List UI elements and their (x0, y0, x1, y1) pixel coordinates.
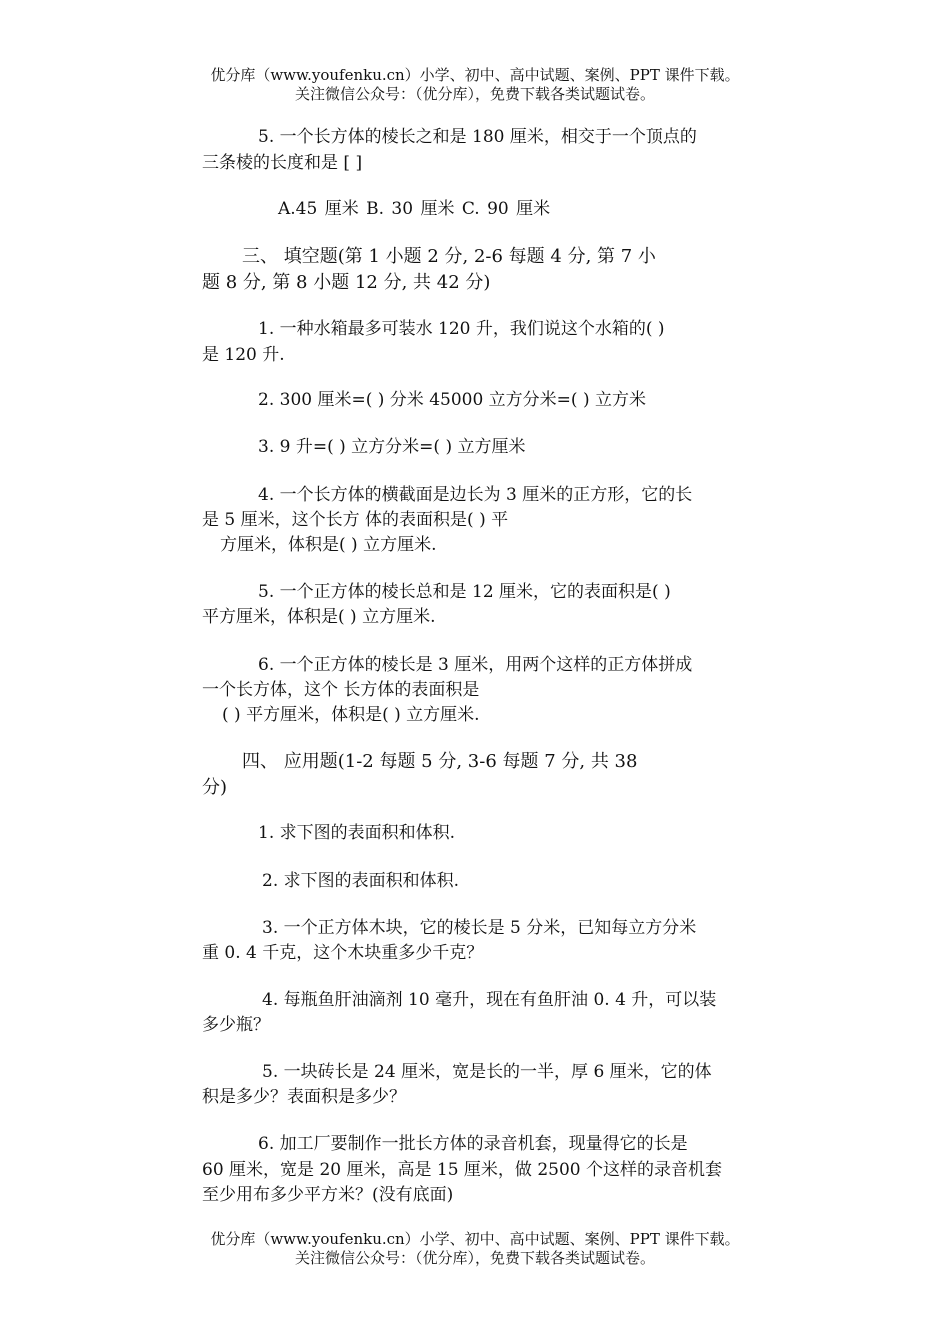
header-line-2: 关注微信公众号：（优分库），免费下载各类试题试卷。 (294, 85, 655, 103)
fill-q3: 3. 9 升=( ) 立方分米=( ) 立方厘米 (258, 437, 526, 457)
section-3-title-line-2: 题 8 分, 第 8 小题 12 分, 共 42 分) (202, 272, 491, 293)
fill-q6-line-2: 一个长方体，这个 长方体的表面积是 (202, 680, 480, 700)
choice-q5-line-2: 三条棱的长度和是 [ ] (202, 153, 363, 173)
app-q6-line-3: 至少用布多少平方米？(没有底面) (202, 1185, 454, 1205)
section-4-title-line-1: 四、 应用题(1-2 每题 5 分, 3-6 每题 7 分, 共 38 (242, 751, 638, 772)
fill-q6-line-3: ( ) 平方厘米，体积是( ) 立方厘米. (222, 705, 480, 725)
app-q4-line-2: 多少瓶？ (202, 1015, 270, 1035)
fill-q4-line-3: 方厘米，体积是( ) 立方厘米. (220, 535, 437, 555)
app-q6-line-1: 6. 加工厂要制作一批长方体的录音机套，现量得它的长是 (258, 1134, 688, 1154)
fill-q4-line-1: 4. 一个长方体的横截面是边长为 3 厘米的正方形，它的长 (258, 485, 693, 505)
page-header (150, 66, 800, 104)
choice-q5-line-1: 5. 一个长方体的棱长之和是 180 厘米，相交于一个顶点的 (258, 127, 697, 147)
fill-q5-line-1: 5. 一个正方体的棱长总和是 12 厘米，它的表面积是( ) (258, 582, 671, 602)
app-q3-line-2: 重 0. 4 千克，这个木块重多少千克？ (202, 943, 484, 963)
app-q1: 1. 求下图的表面积和体积. (258, 823, 456, 843)
app-q6-line-2: 60 厘米，宽是 20 厘米，高是 15 厘米，做 2500 个这样的录音机套 (202, 1160, 722, 1180)
choice-q5-options: A.45 厘米 B. 30 厘米 C. 90 厘米 (278, 199, 551, 219)
page-footer (150, 1230, 800, 1268)
fill-q6-line-1: 6. 一个正方体的棱长是 3 厘米，用两个这样的正方体拼成 (258, 655, 693, 675)
app-q4-line-1: 4. 每瓶鱼肝油滴剂 10 毫升，现在有鱼肝油 0. 4 升，可以装 (262, 990, 717, 1010)
section-4-title-line-2: 分) (202, 777, 228, 798)
app-q2: 2. 求下图的表面积和体积. (262, 871, 460, 891)
app-q5-line-1: 5. 一块砖长是 24 厘米，宽是长的一半，厚 6 厘米，它的体 (262, 1062, 712, 1082)
header-line-1: 优分库（www.youfenku.cn）小学、初中、高中试题、案例、PPT 课件下载。 (210, 66, 740, 84)
footer-line-2: 关注微信公众号：（优分库），免费下载各类试题试卷。 (294, 1249, 655, 1267)
fill-q5-line-2: 平方厘米，体积是( ) 立方厘米. (202, 607, 436, 627)
fill-q1-line-2: 是 120 升. (202, 345, 285, 365)
app-q5-line-2: 积是多少？表面积是多少？ (202, 1087, 406, 1107)
fill-q1-line-1: 1. 一种水箱最多可装水 120 升，我们说这个水箱的( ) (258, 319, 665, 339)
app-q3-line-1: 3. 一个正方体木块，它的棱长是 5 分米，已知每立方分米 (262, 918, 697, 938)
footer-line-1: 优分库（www.youfenku.cn）小学、初中、高中试题、案例、PPT 课件下载。 (210, 1230, 740, 1248)
section-3-title-line-1: 三、 填空题(第 1 小题 2 分, 2-6 每题 4 分, 第 7 小 (242, 246, 656, 267)
fill-q2: 2. 300 厘米=( ) 分米 45000 立方分米=( ) 立方米 (258, 390, 646, 410)
fill-q4-line-2: 是 5 厘米，这个长方 体的表面积是( ) 平 (202, 510, 509, 530)
